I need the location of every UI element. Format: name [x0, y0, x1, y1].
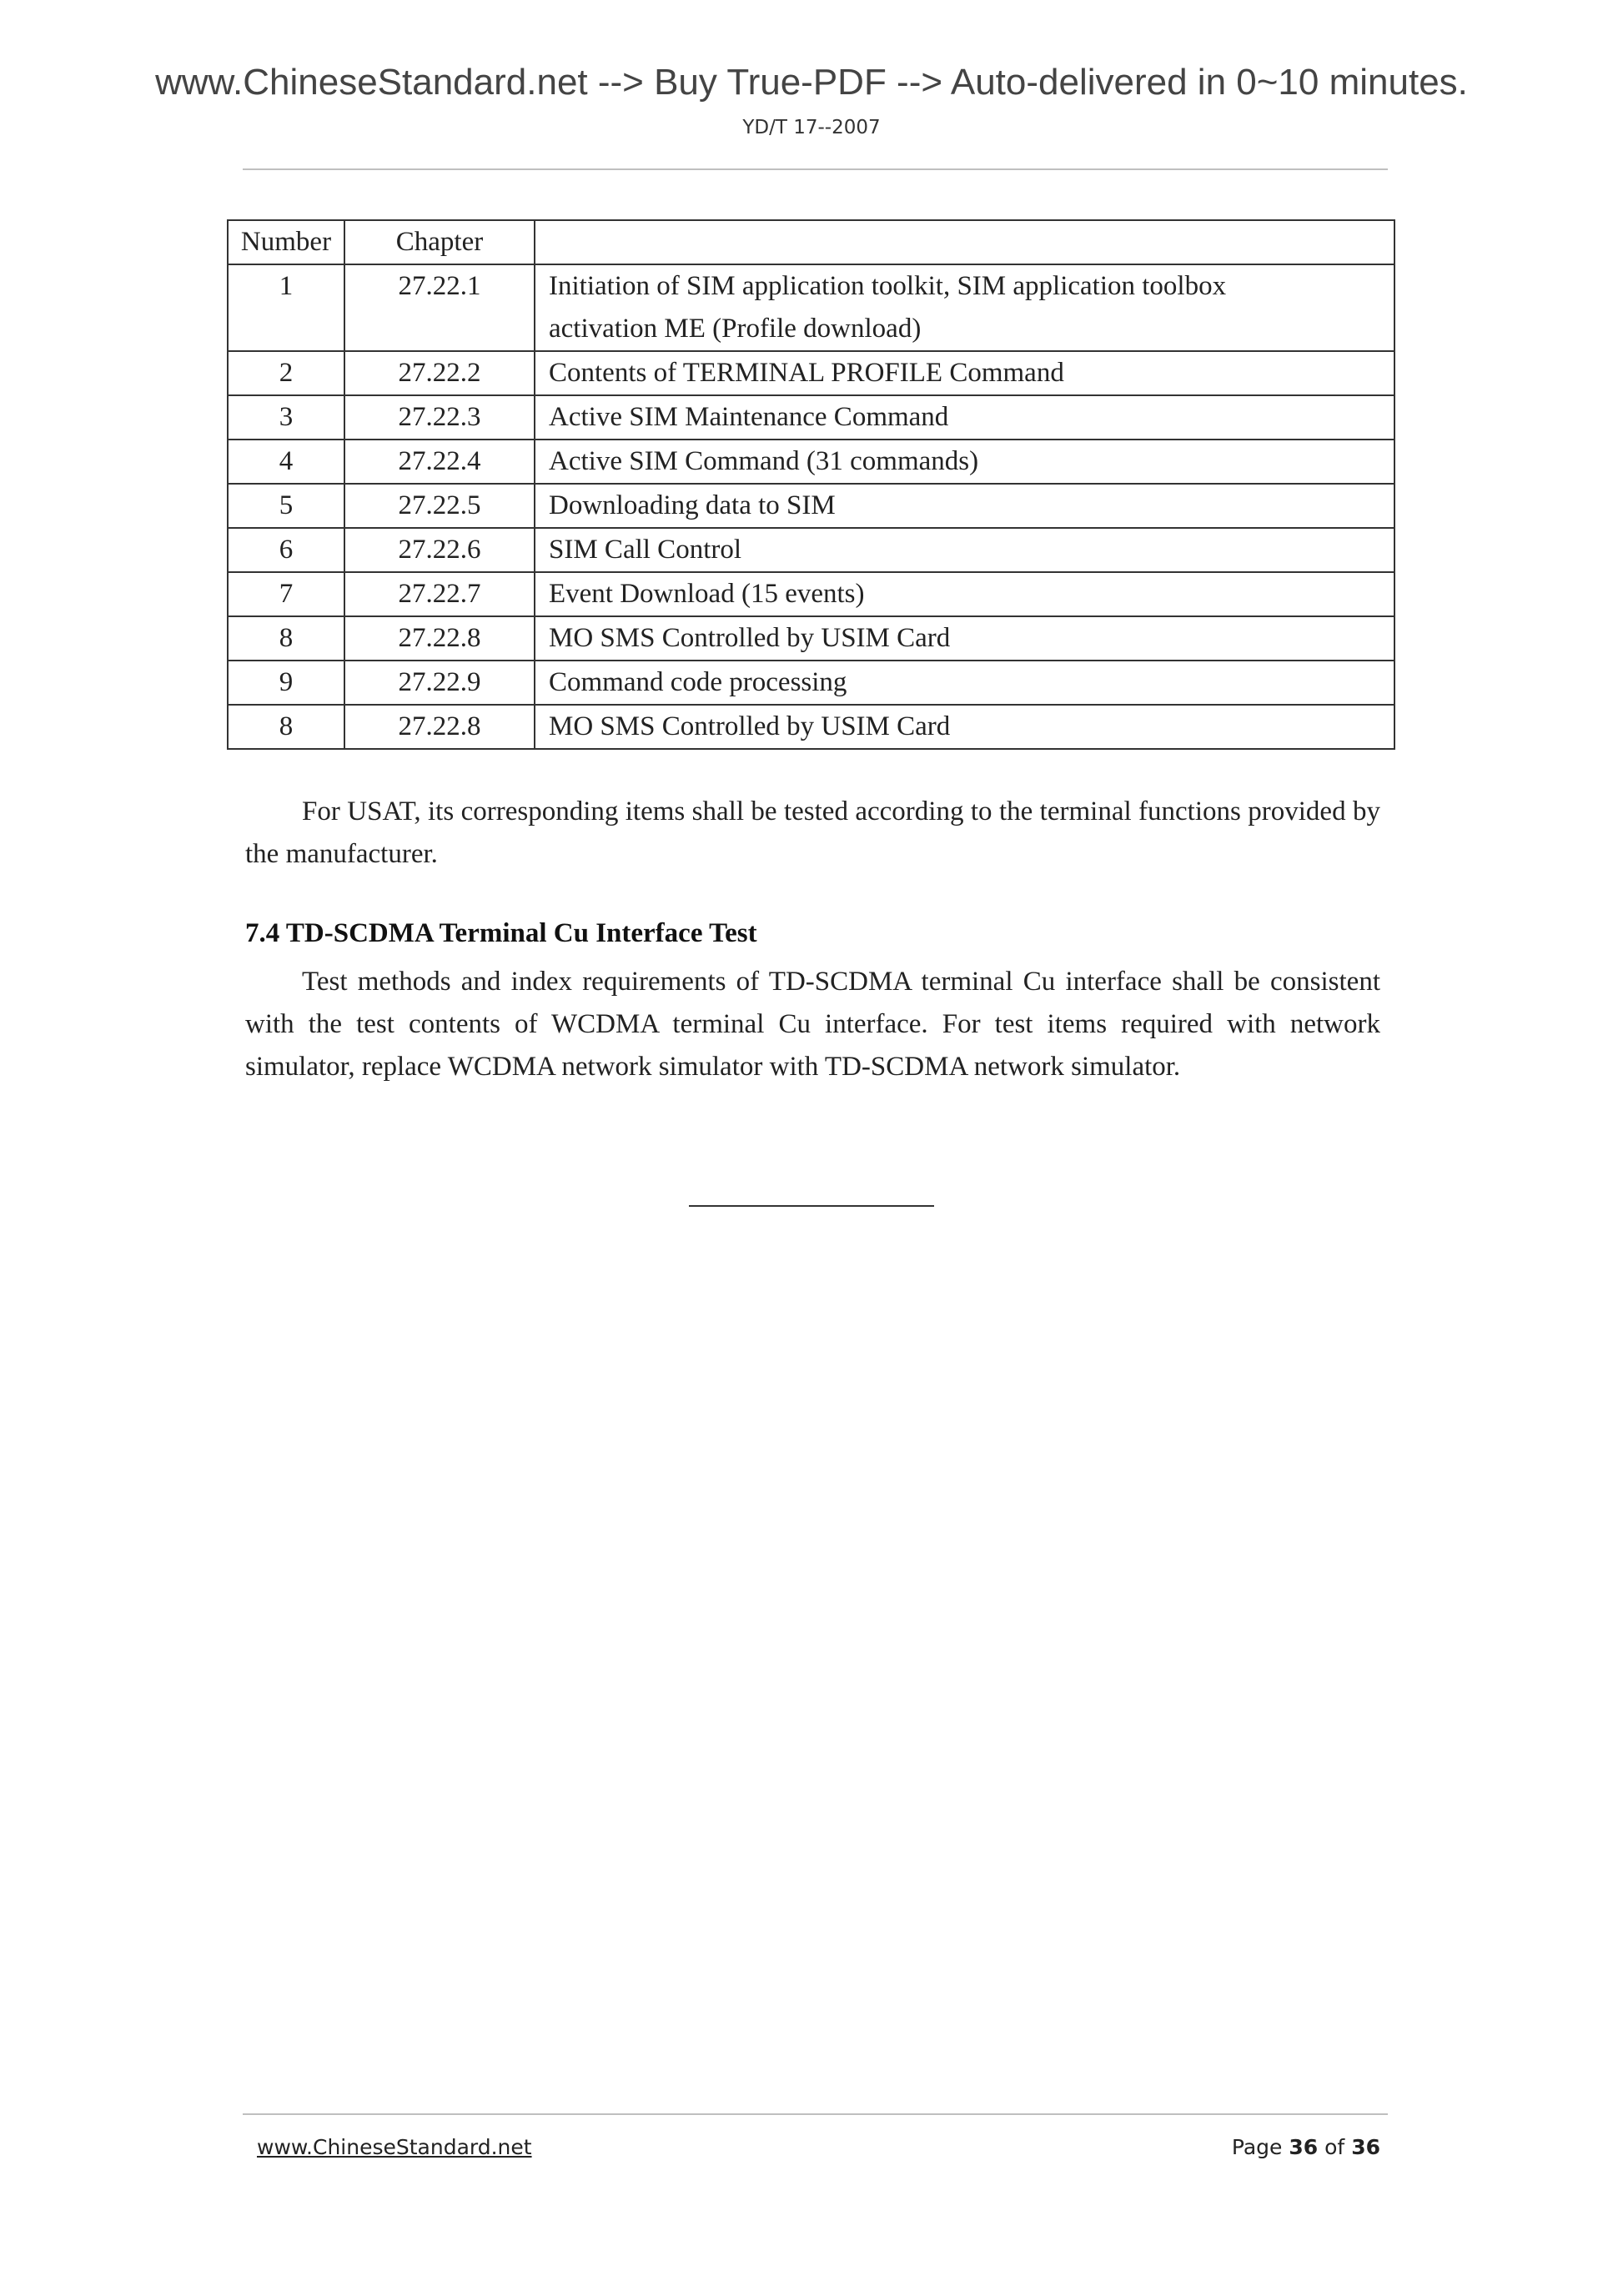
row-chapter: 27.22.8	[344, 616, 535, 661]
usat-paragraph-text: For USAT, its corresponding items shall be tested according to the terminal functions provided by the manufacturer.	[245, 796, 1380, 869]
row-description: Command code processing	[535, 661, 1394, 705]
chapter-table	[227, 219, 1395, 750]
page-total: 36	[1351, 2135, 1380, 2159]
table-header-row	[228, 220, 1394, 264]
row-chapter: 27.22.6	[344, 528, 535, 572]
row-description-line-2: activation ME (Profile download)	[549, 314, 922, 344]
table-row	[228, 395, 1394, 440]
row-description-line-1: Initiation of SIM application toolkit, SIM application toolbox	[549, 271, 1227, 301]
row-description: MO SMS Controlled by USIM Card	[535, 705, 1394, 749]
row-number: 2	[228, 351, 344, 395]
row-description: Active SIM Command (31 commands)	[535, 440, 1394, 484]
page-current: 36	[1289, 2135, 1319, 2159]
header-description	[535, 220, 1394, 264]
header-banner: www.ChineseStandard.net --> Buy True-PDF --> Auto-delivered in 0~10 minutes.	[155, 62, 1468, 103]
table-row	[228, 264, 1394, 351]
section-paragraph-text: Test methods and index requirements of TD-SCDMA terminal Cu interface shall be consistent with the test contents of WCDMA terminal Cu interface. For test items required with network simulator, replace WCDMA network simulator with TD-SCDMA network simulator.	[245, 967, 1380, 1082]
table-row	[228, 351, 1394, 395]
row-chapter: 27.22.9	[344, 661, 535, 705]
row-number: 8	[228, 705, 344, 749]
row-description: Contents of TERMINAL PROFILE Command	[535, 351, 1394, 395]
table-row	[228, 572, 1394, 616]
section-paragraph	[245, 961, 1380, 1088]
row-number: 1	[228, 264, 344, 351]
page-prefix: Page	[1231, 2135, 1283, 2159]
row-chapter: 27.22.5	[344, 484, 535, 528]
row-chapter: 27.22.4	[344, 440, 535, 484]
page-of: of	[1324, 2135, 1345, 2159]
row-description: Downloading data to SIM	[535, 484, 1394, 528]
table-row	[228, 528, 1394, 572]
row-number: 4	[228, 440, 344, 484]
header-number: Number	[228, 220, 344, 264]
header-chapter: Chapter	[344, 220, 535, 264]
row-number: 6	[228, 528, 344, 572]
table-row	[228, 484, 1394, 528]
row-number: 5	[228, 484, 344, 528]
table-row	[228, 661, 1394, 705]
row-description: SIM Call Control	[535, 528, 1394, 572]
section-heading: 7.4 TD-SCDMA Terminal Cu Interface Test	[245, 918, 757, 948]
table-row	[228, 705, 1394, 749]
row-number: 3	[228, 395, 344, 440]
table-row	[228, 616, 1394, 661]
row-description	[535, 264, 1394, 351]
row-chapter: 27.22.1	[344, 264, 535, 351]
row-number: 8	[228, 616, 344, 661]
footer-website-link[interactable]: www.ChineseStandard.net	[257, 2135, 532, 2159]
row-description: Event Download (15 events)	[535, 572, 1394, 616]
end-of-document-line	[689, 1205, 934, 1207]
row-description: MO SMS Controlled by USIM Card	[535, 616, 1394, 661]
document-code: YD/T 17--2007	[742, 117, 881, 138]
header-divider	[243, 168, 1388, 170]
row-chapter: 27.22.3	[344, 395, 535, 440]
row-chapter: 27.22.7	[344, 572, 535, 616]
row-chapter: 27.22.8	[344, 705, 535, 749]
row-number: 9	[228, 661, 344, 705]
footer-divider	[243, 2113, 1388, 2115]
row-chapter: 27.22.2	[344, 351, 535, 395]
row-description: Active SIM Maintenance Command	[535, 395, 1394, 440]
row-number: 7	[228, 572, 344, 616]
usat-paragraph	[245, 791, 1380, 876]
table-row	[228, 440, 1394, 484]
page-number	[1232, 2135, 1380, 2159]
